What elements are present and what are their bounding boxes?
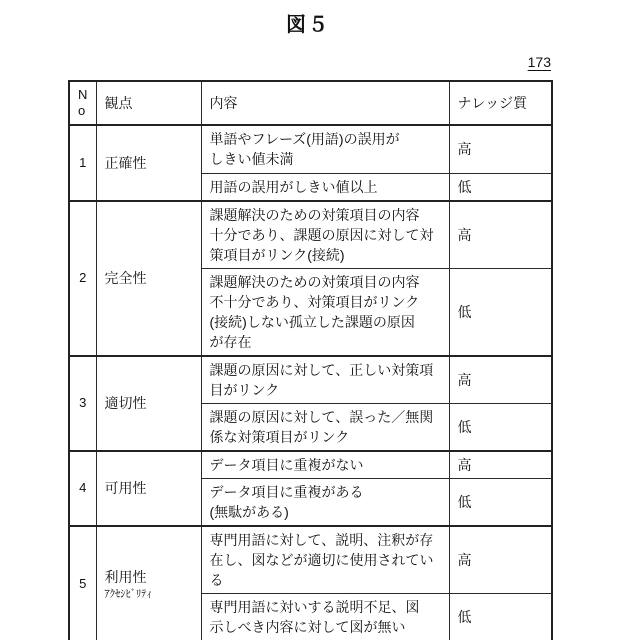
header-no (69, 81, 96, 125)
cell-quality: 低 (449, 403, 552, 451)
cell-quality: 低 (449, 479, 552, 527)
cell-content: データ項目に重複がある (無駄がある) (201, 479, 449, 527)
table-row (69, 356, 552, 404)
table-row (69, 125, 552, 173)
cell-no: 2 (69, 201, 96, 356)
viewpoint-label: 適切性 (104, 395, 147, 411)
cell-quality: 低 (449, 594, 552, 640)
viewpoint-label: 正確性 (104, 154, 147, 171)
cell-no: 4 (69, 451, 96, 527)
viewpoint-label: 完全性 (104, 270, 147, 286)
viewpoint-label: 可用性 (104, 480, 147, 497)
cell-quality: 高 (449, 451, 552, 479)
cell-viewpoint (96, 526, 201, 640)
cell-content: 課題の原因に対して、誤った／無関 係な対策項目がリンク (201, 403, 449, 451)
table-row (69, 201, 552, 269)
cell-no: 5 (69, 526, 96, 640)
cell-viewpoint (96, 451, 201, 527)
cell-content: 課題解決のための対策項目の内容 十分であり、課題の原因に対して対 策項目がリンク(接続) (201, 201, 449, 269)
cell-no: 3 (69, 356, 96, 451)
viewpoint-sublabel: ｱｸｾｼﾋﾞﾘﾃｨ (104, 587, 152, 600)
cell-content: 専門用語に対して、説明、注釈が存 在し、図などが適切に使用されてい る (201, 526, 449, 594)
cell-viewpoint (96, 356, 201, 451)
cell-content: 用語の誤用がしきい値以上 (201, 173, 449, 201)
table-header-row (69, 81, 552, 125)
cell-quality: 高 (449, 125, 552, 173)
viewpoint-label: 利用性 (104, 568, 147, 585)
cell-quality: 高 (449, 201, 552, 269)
cell-content: 専門用語に対いする説明不足、図 示しべき内容に対して図が無い (201, 594, 449, 640)
figure-title: 図５ (286, 14, 330, 36)
cell-quality: 低 (449, 173, 552, 201)
header-quality: ナレッジ質 (449, 81, 552, 125)
cell-viewpoint (96, 201, 201, 356)
cell-quality: 高 (449, 356, 552, 404)
header-viewpoint: 観点 (96, 81, 201, 125)
header-no-label: No (78, 86, 88, 118)
cell-no: 1 (69, 125, 96, 201)
knowledge-quality-table (68, 80, 553, 640)
cell-content: 単語やフレーズ(用語)の誤用が しきい値未満 (201, 125, 449, 173)
cell-quality: 低 (449, 268, 552, 356)
table-row (69, 526, 552, 594)
cell-viewpoint (96, 125, 201, 201)
cell-content: データ項目に重複がない (201, 451, 449, 479)
cell-content: 課題の原因に対して、正しい対策項 目がリンク (201, 356, 449, 404)
cell-quality: 高 (449, 526, 552, 594)
cell-content: 課題解決のための対策項目の内容 不十分であり、対策項目がリンク (接続)しない孤立した課題の原因 が存在 (201, 268, 449, 356)
table-row (69, 451, 552, 479)
header-content: 内容 (201, 81, 449, 125)
page-number: 173 (527, 54, 551, 70)
